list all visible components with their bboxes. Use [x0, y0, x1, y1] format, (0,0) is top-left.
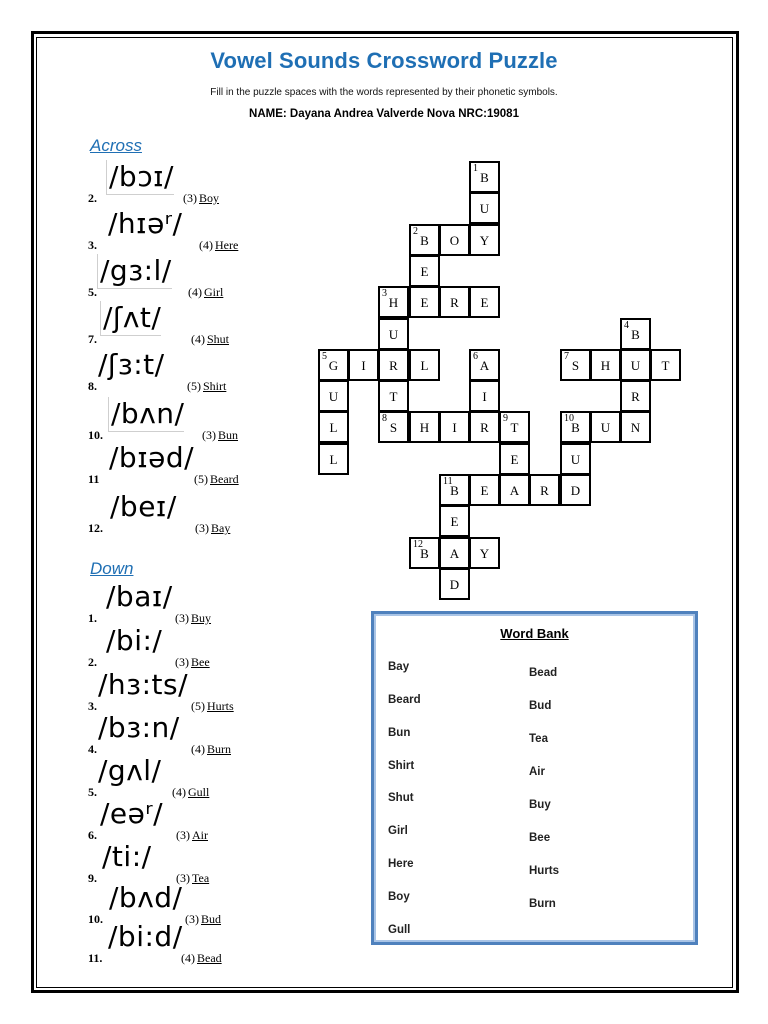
cell-letter: E	[450, 514, 459, 529]
page-title: Vowel Sounds Crossword Puzzle	[210, 48, 558, 73]
clue-number: 1.	[88, 611, 97, 625]
clue-phonetic: /bɜ:n/	[98, 711, 180, 744]
crossword-cell[interactable]	[560, 411, 591, 443]
crossword-cell[interactable]	[439, 411, 470, 443]
clue-phonetic: /bi:/	[106, 624, 163, 657]
word-bank-item: Hurts	[529, 865, 560, 877]
clue-length: (5)	[191, 699, 205, 713]
clue-answer	[191, 332, 229, 347]
cell-letter: D	[570, 483, 581, 498]
cell-clue-number: 10	[564, 413, 574, 424]
down-clue	[88, 711, 288, 759]
answer-word: Burn	[207, 742, 231, 756]
crossword-cell[interactable]	[409, 224, 440, 256]
crossword-cell[interactable]	[590, 411, 621, 443]
across-clue	[88, 254, 288, 302]
cell-letter: R	[389, 358, 398, 373]
clue-phonetic: /baɪ/	[106, 580, 173, 613]
clue-length: (5)	[194, 472, 208, 486]
clue-length: (3)	[202, 428, 216, 442]
crossword-cell[interactable]	[439, 286, 470, 318]
answer-word: Bun	[218, 428, 239, 442]
clue-length: (4)	[191, 332, 205, 346]
answer-word: Bay	[211, 521, 231, 535]
word-bank-item: Here	[388, 858, 414, 870]
cell-letter: L	[329, 452, 338, 467]
cell-letter: A	[509, 483, 520, 498]
cell-letter: B	[480, 170, 489, 185]
instructions: Fill in the puzzle spaces with the words represented by their phonetic symbols.	[210, 87, 558, 98]
word-bank-item: Shut	[388, 792, 414, 804]
answer-word: Gull	[188, 785, 210, 799]
cell-letter: E	[510, 452, 519, 467]
clue-phonetic: /ʃʌt/	[100, 301, 161, 336]
word-bank-item: Shirt	[388, 760, 415, 772]
clue-phonetic: /bi:d/	[108, 920, 183, 953]
down-clue	[88, 624, 288, 672]
crossword-cell[interactable]	[409, 349, 440, 381]
word-bank-item: Gull	[388, 924, 411, 936]
down-clue	[88, 580, 288, 628]
cell-clue-number: 8	[382, 413, 387, 424]
across-clue	[88, 301, 288, 349]
word-bank-item: Bun	[388, 727, 411, 739]
crossword-cell[interactable]	[318, 380, 349, 412]
cell-letter: L	[420, 358, 429, 373]
crossword-cell[interactable]	[560, 349, 591, 381]
answer-word: Bead	[197, 951, 222, 965]
crossword-cell[interactable]	[469, 474, 500, 506]
clue-length: (4)	[181, 951, 195, 965]
crossword-cell[interactable]	[620, 349, 651, 381]
crossword-cell[interactable]	[378, 380, 409, 412]
cell-letter: U	[479, 201, 490, 216]
clue-number: 3.	[88, 238, 97, 252]
across-clue	[88, 160, 288, 208]
crossword-cell[interactable]	[529, 474, 560, 506]
cell-letter: H	[388, 295, 399, 310]
cell-letter: T	[389, 389, 398, 404]
clue-length: (5)	[187, 379, 201, 393]
clue-answer	[199, 238, 238, 253]
clue-number: 5.	[88, 285, 97, 299]
clue-number: 11.	[88, 951, 103, 965]
crossword-cell[interactable]	[318, 443, 349, 475]
cell-letter: B	[420, 546, 429, 561]
clue-number: 6.	[88, 828, 97, 842]
clue-length: (3)	[176, 871, 190, 885]
cell-letter: S	[571, 358, 580, 373]
word-bank-item: Tea	[529, 733, 548, 745]
across-clue	[88, 207, 288, 255]
down-clue	[88, 754, 288, 802]
cell-letter: E	[420, 264, 429, 279]
cell-clue-number: 2	[413, 226, 418, 237]
clue-phonetic: /gʌl/	[98, 754, 162, 787]
clue-phonetic: /bʌd/	[109, 881, 183, 914]
crossword-cell[interactable]	[650, 349, 681, 381]
crossword-cell[interactable]	[620, 380, 651, 412]
crossword-cell[interactable]	[469, 192, 500, 224]
answer-word: Girl	[204, 285, 224, 299]
cell-letter: G	[328, 358, 339, 373]
crossword-cell[interactable]	[469, 349, 500, 381]
crossword-cell[interactable]	[469, 224, 500, 256]
cell-letter: R	[540, 483, 549, 498]
cell-letter: R	[450, 295, 459, 310]
cell-clue-number: 5	[322, 351, 327, 362]
across-clue	[88, 348, 288, 396]
cell-letter: D	[449, 577, 460, 592]
cell-letter: U	[570, 452, 581, 467]
cell-letter: N	[630, 420, 641, 435]
cell-clue-number: 12	[413, 539, 423, 550]
clue-phonetic: /bɔɪ/	[106, 160, 174, 195]
clue-length: (3)	[175, 611, 189, 625]
cell-letter: Y	[479, 233, 490, 248]
crossword-cell[interactable]	[378, 286, 409, 318]
clue-answer	[188, 285, 223, 300]
word-bank-item: Beard	[388, 694, 421, 706]
clue-number: 9.	[88, 871, 97, 885]
clue-number: 7.	[88, 332, 97, 346]
clue-number: 2.	[88, 655, 97, 669]
crossword-cell[interactable]	[590, 349, 621, 381]
clue-number: 5.	[88, 785, 97, 799]
cell-clue-number: 11	[443, 476, 453, 487]
clue-phonetic: /ti:/	[102, 840, 152, 873]
crossword-cell[interactable]	[499, 411, 530, 443]
clue-phonetic: /ʃɜ:t/	[98, 348, 165, 381]
crossword-cell[interactable]	[409, 286, 440, 318]
crossword-cell[interactable]	[348, 349, 379, 381]
clue-length: (4)	[188, 285, 202, 299]
word-bank-item: Boy	[388, 891, 410, 903]
answer-word: Bee	[191, 655, 210, 669]
student-name: NAME: Dayana Andrea Valverde Nova NRC:19081	[249, 108, 519, 120]
word-bank-item: Bay	[388, 661, 410, 673]
clue-number: 10.	[88, 428, 103, 442]
down-clue	[88, 797, 288, 845]
clue-length: (3)	[183, 191, 197, 205]
cell-letter: L	[329, 420, 338, 435]
word-bank-item: Buy	[529, 799, 551, 811]
cell-letter: O	[449, 233, 460, 248]
cell-letter: E	[420, 295, 429, 310]
clue-answer	[187, 379, 226, 394]
clue-number: 4.	[88, 742, 97, 756]
crossword-cell[interactable]	[409, 411, 440, 443]
word-bank	[371, 611, 698, 945]
clue-phonetic: /eəʳ/	[100, 797, 164, 830]
clue-phonetic: /beɪ/	[110, 490, 177, 523]
clue-length: (4)	[172, 785, 186, 799]
clue-number: 2.	[88, 191, 97, 205]
crossword-cell[interactable]	[409, 255, 440, 287]
down-clue	[88, 920, 288, 968]
cell-letter: U	[630, 358, 641, 373]
word-bank-item: Bead	[529, 667, 558, 679]
cell-letter: U	[388, 327, 399, 342]
clue-answer	[195, 521, 230, 536]
clue-phonetic: /gɜ:l/	[97, 254, 172, 289]
crossword-cell[interactable]	[318, 411, 349, 443]
crossword-cell[interactable]	[439, 505, 470, 537]
cell-letter: A	[479, 358, 490, 373]
cell-letter: T	[661, 358, 670, 373]
cell-letter: U	[328, 389, 339, 404]
clue-answer	[183, 191, 219, 206]
cell-clue-number: 4	[624, 320, 629, 331]
crossword-cell[interactable]	[469, 161, 500, 193]
cell-clue-number: 1	[473, 163, 478, 174]
answer-word: Air	[192, 828, 208, 842]
across-clue	[88, 490, 288, 538]
crossword-cell[interactable]	[439, 568, 470, 600]
crossword-cell[interactable]	[439, 537, 470, 569]
crossword-cell[interactable]	[499, 474, 530, 506]
clue-answer	[194, 472, 239, 487]
answer-word: Hurts	[207, 699, 234, 713]
word-bank-item: Burn	[529, 898, 556, 910]
crossword-cell[interactable]	[318, 349, 349, 381]
clue-phonetic: /bɪəd/	[109, 441, 195, 474]
clue-length: (3)	[175, 655, 189, 669]
answer-word: Beard	[210, 472, 239, 486]
word-bank-item: Bud	[529, 700, 552, 712]
down-clue	[88, 668, 288, 716]
clue-phonetic: /bʌn/	[108, 397, 184, 432]
cell-clue-number: 7	[564, 351, 569, 362]
crossword-cell[interactable]	[439, 224, 470, 256]
crossword-cell[interactable]	[620, 318, 651, 350]
clue-number: 12.	[88, 521, 103, 535]
clue-number: 10.	[88, 912, 103, 926]
answer-word: Boy	[199, 191, 220, 205]
crossword-cell[interactable]	[469, 286, 500, 318]
clue-length: (3)	[195, 521, 209, 535]
cell-clue-number: 9	[503, 413, 508, 424]
clue-answer	[181, 951, 222, 966]
crossword-cell[interactable]	[378, 349, 409, 381]
answer-word: Shut	[207, 332, 230, 346]
crossword-cell[interactable]	[560, 474, 591, 506]
clue-number: 3.	[88, 699, 97, 713]
cell-letter: E	[480, 295, 489, 310]
crossword-cell[interactable]	[469, 380, 500, 412]
cell-clue-number: 3	[382, 288, 387, 299]
cell-letter: B	[631, 327, 640, 342]
word-bank-item: Girl	[388, 825, 408, 837]
across-clue	[88, 441, 288, 489]
clue-number: 11	[88, 472, 100, 486]
word-bank-item: Air	[529, 766, 545, 778]
cell-letter: R	[480, 420, 489, 435]
answer-word: Tea	[192, 871, 210, 885]
cell-letter: B	[420, 233, 429, 248]
answer-word: Buy	[191, 611, 212, 625]
crossword-cell[interactable]	[469, 411, 500, 443]
clue-phonetic: /hɪəʳ/	[108, 207, 183, 240]
cell-letter: Y	[479, 546, 490, 561]
clue-number: 8.	[88, 379, 97, 393]
cell-letter: I	[482, 389, 487, 404]
crossword-cell[interactable]	[469, 537, 500, 569]
cell-letter: B	[450, 483, 459, 498]
cell-letter: A	[449, 546, 460, 561]
cell-letter: I	[361, 358, 366, 373]
cell-letter: T	[510, 420, 519, 435]
across-heading: Across	[90, 136, 142, 155]
cell-letter: U	[600, 420, 611, 435]
cell-letter: H	[600, 358, 611, 373]
answer-word: Here	[215, 238, 239, 252]
clue-length: (3)	[176, 828, 190, 842]
clue-length: (4)	[199, 238, 213, 252]
cell-letter: S	[389, 420, 398, 435]
crossword-cell[interactable]	[499, 443, 530, 475]
across-clue	[88, 397, 288, 445]
cell-clue-number: 6	[473, 351, 478, 362]
clue-length: (3)	[185, 912, 199, 926]
crossword-cell[interactable]	[620, 411, 651, 443]
clue-phonetic: /hɜ:ts/	[98, 668, 189, 701]
crossword-cell[interactable]	[378, 411, 409, 443]
crossword-cell[interactable]	[378, 318, 409, 350]
answer-word: Bud	[201, 912, 222, 926]
down-heading: Down	[90, 559, 134, 578]
cell-letter: E	[480, 483, 489, 498]
cell-letter: I	[452, 420, 457, 435]
crossword-cell[interactable]	[439, 474, 470, 506]
word-bank-title: Word Bank	[500, 626, 569, 641]
crossword-cell[interactable]	[560, 443, 591, 475]
answer-word: Shirt	[203, 379, 227, 393]
cell-letter: H	[419, 420, 430, 435]
word-bank-item: Bee	[529, 832, 551, 844]
crossword-cell[interactable]	[409, 537, 440, 569]
clue-length: (4)	[191, 742, 205, 756]
cell-letter: B	[571, 420, 580, 435]
cell-letter: R	[631, 389, 640, 404]
